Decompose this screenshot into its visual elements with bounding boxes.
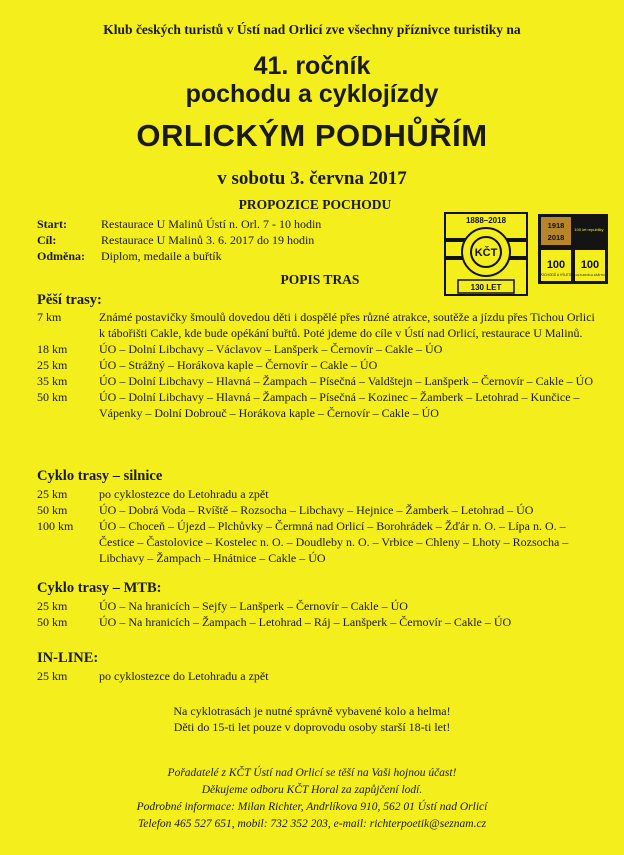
section-title-cyklo-silnice: Cyklo trasy – silnice [37, 468, 163, 484]
route-item [37, 668, 597, 684]
republic-num-right: 100 [580, 259, 600, 271]
popis-title: POPIS TRAS [280, 272, 360, 287]
route-text: ÚO – Dolní Libchavy – Václavov – Lanšperk – Černovír – Cakle – ÚO [99, 342, 443, 356]
notes [0, 703, 624, 735]
route-distance: 35 km [37, 374, 68, 388]
kct-130-logo [444, 212, 528, 296]
route-distance: 18 km [37, 342, 68, 356]
info-row-odmena [37, 248, 417, 264]
route-item [37, 502, 597, 518]
footer-line: Podrobné informace: Milan Richter, Andrlíkova 910, 562 01 Ústí nad Orlicí [136, 801, 488, 813]
route-distance: 50 km [37, 390, 68, 404]
info-label: Odměna: [37, 249, 85, 263]
cyklo-mtb-section [37, 580, 597, 630]
route-text: po cyklostezce do Letohradu a zpět [99, 487, 269, 501]
info-value: Restaurace U Malinů Ústí n. Orl. 7 - 10 hodin [101, 217, 322, 231]
section-title-cyklo-mtb: Cyklo trasy – MTB: [37, 580, 162, 596]
info-row-start [37, 216, 417, 232]
route-distance: 25 km [37, 487, 68, 501]
route-text: ÚO – Choceň – Újezd – Plchůvky – Čermná nad Orlicí – Borohrádek – Žďár n. O. – Lípa n. O. – Čestice – Častolovice – Kostelec n. O. – Doudleby n. O. – Vrbice – Chleny – Lhoty – Rozsocha – Libchavy – Žampach – Hnátnice – Cakle – ÚO [99, 519, 569, 565]
note-line: Děti do 15-ti let pouze v doprovodu osoby starší 18-ti let! [173, 720, 451, 734]
section-title-pesi: Pěší trasy: [37, 292, 102, 308]
republic-label-right: KULTURNÍCH ZÁŽITKŮ [573, 273, 607, 277]
route-text: ÚO – Dobrá Voda – Rvíště – Rozsocha – Libchavy – Hejnice – Žamberk – Letohrad – ÚO [99, 503, 534, 517]
route-distance: 50 km [37, 503, 68, 517]
propozice-title: PROPOZICE POCHODU [238, 197, 392, 212]
route-text: ÚO – Na hranicích – Sejfy – Lanšperk – Černovír – Cakle – ÚO [99, 599, 408, 613]
route-distance: 25 km [37, 669, 68, 683]
route-text: po cyklostezce do Letohradu a zpět [99, 669, 269, 683]
edition-subtitle: pochodu a cyklojízdy [185, 80, 439, 108]
info-value: Restaurace U Malinů 3. 6. 2017 do 19 hodin [101, 233, 315, 247]
route-text: ÚO – Dolní Libchavy – Hlavná – Žampach – Písečná – Kozinec – Žamberk – Letohrad – Kunčice – Vápenky – Dolní Dobrouč – Horákova kaple – Černovír – Cakle – ÚO [99, 390, 580, 420]
route-distance: 100 km [37, 519, 74, 533]
route-item [37, 389, 597, 421]
route-item [37, 309, 597, 341]
info-label: Cíl: [37, 233, 57, 247]
info-value: Diplom, medaile a buřtík [101, 249, 222, 263]
route-item [37, 357, 597, 373]
republic-100-logo [538, 214, 608, 284]
edition-year: 41. ročník [253, 52, 371, 80]
route-item [37, 598, 597, 614]
kct-years: 1888–2018 [465, 216, 507, 225]
republic-num-left: 100 [546, 259, 566, 271]
inline-section [37, 650, 597, 684]
footer-contact: Telefon 465 527 651, mobil: 732 352 203, e-mail: richterpoetik@seznam.cz [137, 818, 487, 830]
route-distance: 25 km [37, 599, 68, 613]
footer-line: Pořadatelé z KČT Ústí nad Orlicí se těší na Vaši hojnou účast! [167, 767, 457, 779]
edition-heading [0, 52, 624, 108]
route-text: ÚO – Na hranicích – Žampach – Letohrad – Ráj – Lanšperk – Černovír – Cakle – ÚO [99, 615, 512, 629]
route-distance: 50 km [37, 615, 68, 629]
route-distance: 25 km [37, 358, 68, 372]
republic-year-bottom: 2018 [547, 233, 565, 242]
route-item [37, 373, 597, 389]
note-line: Na cyklotrasách je nutné správně vybavené kolo a helma! [173, 704, 451, 718]
intro-text: Klub českých turistů v Ústí nad Orlicí zve všechny příznivce turistiky na [103, 22, 521, 37]
footer [0, 765, 624, 833]
republic-label-top: 100 let republiky [574, 227, 604, 232]
route-item [37, 518, 597, 566]
kct-monogram: KČT [474, 247, 498, 259]
republic-label-left: POCHODŮ A VÝLETŮ [539, 273, 573, 277]
footer-line: Děkujeme odboru KČT Horal za zapůjčení lodí. [201, 784, 423, 796]
info-label: Start: [37, 217, 67, 231]
route-text: ÚO – Dolní Libchavy – Hlavná – Žampach – Písečná – Valdštejn – Lanšperk – Černovír – Cakle – ÚO [99, 374, 594, 388]
route-text: Známé postavičky šmoulů dovedou děti i dospělé přes různé atrakce, soutěže a jízdu přes Tichou Orlici k tábořišti Cakle, kde bude opékání buřtů. Poté jdeme do cíle v Ústí nad Orlicí, restaurace U Malinů. [99, 310, 595, 340]
route-item [37, 341, 597, 357]
event-title: ORLICKÝM PODHŮŘÍM [136, 118, 488, 153]
info-row-cil [37, 232, 417, 248]
event-date: v sobotu 3. června 2017 [217, 168, 407, 189]
route-distance: 7 km [37, 310, 62, 324]
section-title-inline: IN-LINE: [37, 650, 99, 666]
kct-badge: 130 LET [470, 283, 502, 292]
route-item [37, 486, 597, 502]
republic-year-top: 1918 [547, 221, 565, 230]
pesi-section [37, 292, 597, 421]
route-item [37, 614, 597, 630]
route-text: ÚO – Strážný – Horákova kaple – Černovír – Cakle – ÚO [99, 358, 378, 372]
propozice-info [37, 216, 417, 264]
cyklo-silnice-section [37, 468, 597, 566]
